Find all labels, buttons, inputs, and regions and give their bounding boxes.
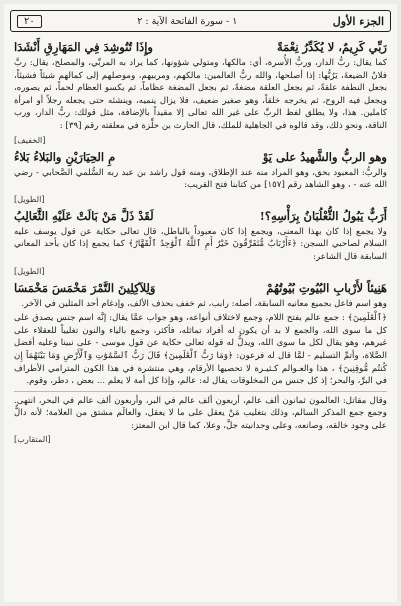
verse-second-hemistich: وإِذَا تُنُوشِدَ فِي المَهَارِقِ أَنْشَدَا bbox=[14, 40, 153, 54]
verse-first-hemistich: أَرَبٌّ يَبُولُ الثُّعْلُبَانُ بِرَأْسِهِ؟! bbox=[259, 208, 387, 223]
poetry-verse bbox=[14, 208, 387, 225]
poetic-meter-label: [المتقارب] bbox=[14, 434, 51, 445]
commentary-paragraph: والربُّ: المعبود بحق، وهو المراد منه عند الإطلاق، ومنه قول راشد بن عبد ربه السُّلمي الصَّحابي - رضي الله عنه - ، وهو الشاهد رقم [١٥٧] من كتابنا فتح القريب: bbox=[14, 167, 387, 191]
page-header bbox=[10, 10, 391, 32]
divider bbox=[14, 391, 387, 392]
verse-first-hemistich: وهو الربُّ والشَّهيدُ على يَوْ bbox=[262, 149, 387, 164]
poetry-verse bbox=[14, 149, 387, 166]
verse-second-hemistich: لَقَدْ ذَلَّ مَنْ بَالَتْ عَلَيْهِ الثَّعَالِبُ bbox=[14, 208, 154, 223]
page-body bbox=[14, 36, 387, 596]
verse-first-hemistich: هَنِيئاً لأَرْبابِ البُيُوتِ بُيُوتُهُمْ bbox=[266, 280, 387, 295]
poetic-meter-label: [الطويل] bbox=[14, 265, 45, 276]
verse-first-hemistich: رَبِّي كَرِيمٌ، لا يُكَدِّرُ نِعْمَةً bbox=[276, 40, 387, 54]
verse-second-hemistich: مِ الحِيَارَيْنِ والبَلاءُ بَلاءُ bbox=[14, 149, 116, 164]
poetic-meter-label: [الخفيف] bbox=[14, 134, 46, 145]
commentary-paragraph: وهو اسم فاعل بجميع معانيه السابقة، أصله: رابب، ثم خفف بحذف الألف، وإدغام أحد المثلين في الآخر. bbox=[21, 298, 387, 309]
commentary-paragraph: كما يقال: ربُّ الدار، وربُّ الأُسرة، أي: مالكها، ومتولي شؤونها، كما يراد به المربِّي، والمصلح، يقال: ربَّ فلانٌ الضيعةَ، يَرُبُّها: إذا أصلحها، والله ربُّ العالمين: مالكهم، ومربيهم، وموصلهم إلى كمالهم شيئاً فشيئاً، بجعل النطفة علقةً، ثم بجعل العلقة مضغةً، ثم بجعل المضغة عظاماً، ثم يكسو العظام لحماً، ثم يصوره، ويجعل فيه الروح، ثم يخرجه خلقاً، وهو صغير ضعيف، فلا يزال ينميه، وينشئه حتى يجعله رجلاً أو امرأة كاملين. هذا، ولا يطلق لفظ الربِّ على غير الله تعالى إلا مقيداً بالإضافة، مثل قولك: ربُّ الدار، ورب الناقة، ونحو ذلك، وقد قالوه في الجاهلية للملك، قال الحارث بن حلِّزة في معلقته رقم [٣٩] : bbox=[14, 58, 387, 131]
verse-second-hemistich: وَلِلآكِلِينَ التَّمْرَ مَخْمَسَ مَخْمَسَا bbox=[14, 280, 156, 295]
page-number: ٢٠ bbox=[17, 15, 42, 28]
poetry-verse bbox=[14, 280, 387, 297]
surah-verse-label: ١ - سورة الفاتحة الآية : ٢ bbox=[137, 15, 238, 27]
commentary-paragraph: ولا يجمع إذا كان بهذا المعنى، ويجمع إذا كان معبوداً بالباطل، قال تعالى حكاية عن قول يوسف عليه السلام لصاحبي السجن: ﴿ءَأَرْبَابٌ مُّتَفَرِّقُونَ خَيْرٌ أَمِ ٱللَّهُ ٱلْوَٰحِدُ ٱلْقَهَّارُ﴾ كما يجمع إذا كان بأحد المعاني السابقة قال الشاعر: bbox=[14, 226, 387, 262]
commentary-paragraph: وقال مقاتل: العالمون ثمانون ألف عالم، أربعون ألف عالم في البر، وأربعون ألف عالم في البحر، انتهى. وجمع جمع المذكر السالم، وذلك بتغليب مَنْ يعقل على ما لا يعقل، والعالَم مشتق من العلامة؛ لأنه دالٌّ على وجود خالقه، وصانعه، وعلى وحدانيته جلَّ، وعلا، كما قال ابن المعتز: bbox=[14, 395, 387, 431]
part-title: الجزء الأول bbox=[332, 14, 384, 28]
book-page bbox=[4, 4, 397, 602]
poetry-verse bbox=[14, 39, 387, 56]
poetic-meter-label: [الطويل] bbox=[14, 193, 45, 204]
commentary-paragraph: ﴿ٱلْعَٰلَمِينَ﴾ : جمع عالم بفتح اللام، وجمع لاختلاف أنواعه، وهو جواب عمَّا يقال: إنَّه اسم جنس يصدق على كل ما سوى الله، والجمع لا بد أن يكون له أفراد تماثله، فأكثر، وجمع بالياء والنون تغليباً للعقلاء على غيرهم، وهو يقال لكل ما سوى الله، ويدلُّ له قوله تعالى حكاية عن قول موسى - على نبينا وعليه أفضل الصَّلاة، وأتمِّ التسليم - لمَّا قال له فرعون: ﴿وَمَا رَبُّ ٱلْعَٰلَمِينَ﴾ قَالَ رَبُّ ٱلسَّمَٰوَٰتِ وَٱلْأَرْضِ وَمَا بَيْنَهُمَآ إِن كُنتُم مُّوقِنِينَ﴾ ، هذا والعـوالم كـثيـرة لا تحصيها الأرقام، وهي منتشرة في هذا الكون المترامي الأطراف في البرِّ، والبحر؛ إذ كل جنس من المخلوقات يقال له: عالم، وإذا كل أمة لا يعلم ... بعض ، دطر، وقوم. bbox=[14, 313, 387, 387]
